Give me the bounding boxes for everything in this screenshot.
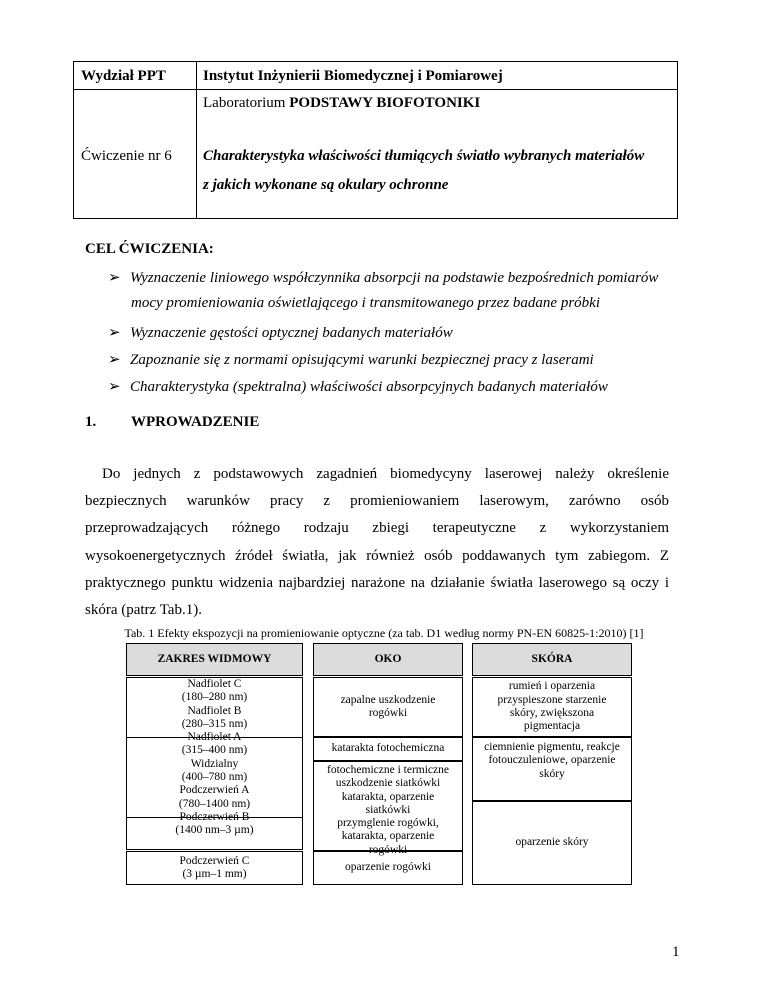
paragraph-line: praktycznego punktu widzenia najbardziej narażone na działanie światła laserowego są oczy i	[85, 575, 669, 591]
table-header-cell: ZAKRES WIDMOWY	[126, 643, 303, 676]
eye-cell: zapalne uszkodzenie rogówki	[313, 677, 463, 737]
paragraph-line: Do jednych z podstawowych zagadnień biomedycyny laserowej należy określenie	[102, 466, 669, 482]
page-number: 1	[672, 944, 680, 960]
range-text: (400–780 nm)	[181, 771, 248, 784]
range-text: (280–315 nm)	[181, 717, 248, 730]
range-text: Podczerwień A	[179, 784, 250, 797]
section-number: 1.	[85, 414, 97, 430]
range-cell	[126, 851, 303, 885]
range-text: Nadfiolet C	[187, 678, 242, 690]
range-text: Nadfiolet B	[187, 704, 242, 717]
goal-item	[108, 323, 453, 342]
goal-item-text: Charakterystyka (spektralna) właściwości absorpcyjnych badanych materiałów	[130, 379, 608, 395]
institute-label: Instytut Inżynierii Biomedycznej i Pomiarowej	[203, 68, 503, 84]
exercise-title-line1: Charakterystyka właściwości tłumiących światło wybranych materiałów	[203, 148, 645, 164]
lab-prefix: Laboratorium	[203, 95, 290, 111]
paragraph-line: wysokoenergetycznych źródeł światła, jak również osób poddawanych tym zabiegom. Z	[85, 548, 669, 564]
range-text: (315–400 nm)	[181, 744, 248, 757]
range-text: Widzialny	[190, 757, 239, 770]
range-text: (780–1400 nm)	[178, 797, 251, 810]
header-table-divider	[74, 89, 677, 90]
bullet-arrow-icon: ➢	[108, 379, 121, 395]
range-text: Nadfiolet A	[187, 731, 242, 744]
table-caption: Tab. 1 Efekty ekspozycji na promieniowanie optyczne (za tab. D1 według normy PN-EN 60825-1:2010) [1]	[124, 626, 644, 640]
header-table-divider	[196, 62, 197, 218]
paragraph-line: przeprowadzających różnego rodzaju zbiegi terapeutyczne z wykorzystaniem	[85, 520, 669, 536]
row-divider	[126, 817, 303, 818]
range-text: Podczerwień B	[179, 810, 250, 823]
goal-item	[108, 377, 608, 396]
goal-item-text: Zapoznanie się z normami opisującymi warunki bezpiecznej pracy z laserami	[130, 352, 594, 368]
section-title: WPROWADZENIE	[131, 414, 260, 430]
bullet-arrow-icon: ➢	[108, 352, 121, 368]
bullet-arrow-icon: ➢	[108, 325, 121, 341]
lab-label	[203, 95, 480, 112]
range-text: (1400 nm–3 µm)	[175, 824, 254, 837]
lab-name: PODSTAWY BIOFOTONIKI	[289, 95, 481, 111]
bullet-arrow-icon: ➢	[108, 270, 121, 286]
table-header-cell: OKO	[313, 643, 463, 676]
table-header-cell: SKÓRA	[472, 643, 632, 676]
skin-cell: ciemnienie pigmentu, reakcje fotouczuleniowe, oparzenie skóry	[472, 737, 632, 801]
exercise-label: Ćwiczenie nr 6	[81, 148, 172, 164]
effects-table	[126, 643, 632, 885]
exercise-title-line2: z jakich wykonane są okulary ochronne	[203, 177, 449, 193]
goal-item-text: Wyznaczenie liniowego współczynnika absorpcji na podstawie bezpośrednich pomiarów	[130, 270, 659, 286]
range-text: (180–280 nm)	[181, 691, 248, 704]
range-text: Podczerwień C	[179, 854, 250, 867]
department-label: Wydział PPT	[81, 68, 166, 84]
range-list	[126, 678, 303, 838]
row-divider	[126, 737, 303, 738]
goal-heading: CEL ĆWICZENIA:	[85, 241, 214, 257]
goal-item-text: Wyznaczenie gęstości optycznej badanych materiałów	[130, 325, 453, 341]
eye-cell: katarakta fotochemiczna	[313, 737, 463, 761]
paragraph-line: skóra (patrz Tab.1).	[85, 602, 202, 618]
goal-item-continuation: mocy promieniowania oświetlającego i transmitowanego przez badane próbki	[131, 295, 600, 311]
header-table	[73, 61, 678, 219]
eye-cell: fotochemiczne i termiczne uszkodzenie siatkówki katarakta, oparzenie siatkówki przymglenie rogówki, katarakta, oparzenie rogówki	[313, 761, 463, 851]
eye-cell: oparzenie rogówki	[313, 851, 463, 885]
skin-cell: rumień i oparzenia przyspieszone starzenie skóry, zwiększona pigmentacja	[472, 677, 632, 737]
skin-cell: oparzenie skóry	[472, 801, 632, 885]
goal-item	[108, 350, 594, 369]
paragraph-line: bezpiecznych warunków pracy z promieniowaniem laserowym, zarówno osób	[85, 493, 669, 509]
range-text: (3 µm–1 mm)	[182, 868, 247, 880]
goal-item	[108, 268, 658, 287]
